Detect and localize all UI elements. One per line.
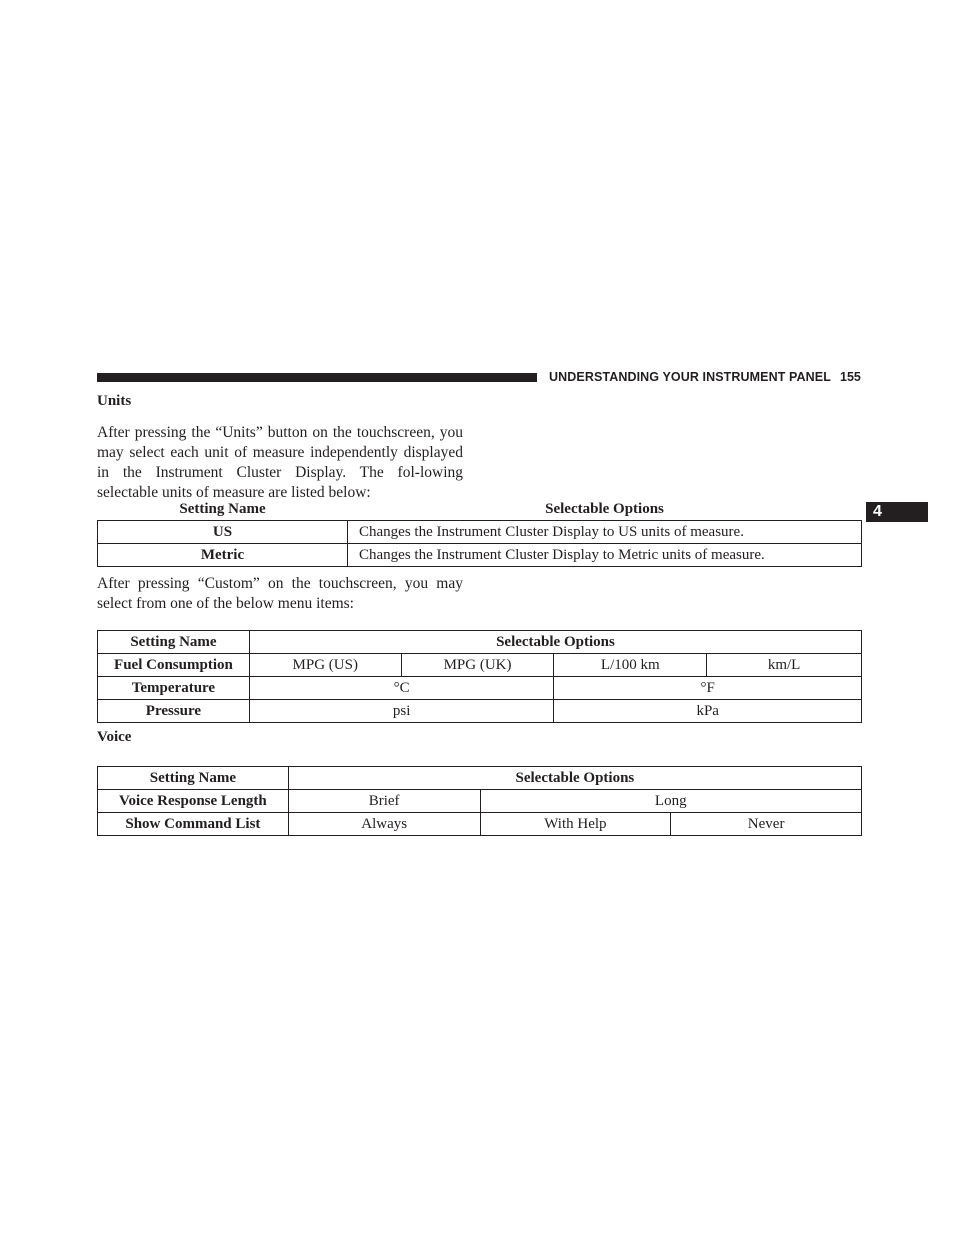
table-row: [98, 813, 862, 836]
table-row: [98, 790, 862, 813]
col-setting-name: Setting Name: [98, 631, 250, 654]
setting-name-command-list: Show Command List: [98, 813, 289, 836]
option-km-l: km/L: [707, 654, 862, 677]
option-brief: Brief: [288, 790, 480, 813]
units-heading: Units: [97, 393, 132, 409]
col-setting-name: Setting Name: [98, 767, 289, 790]
table-row: [98, 544, 862, 567]
option-kpa: kPa: [554, 700, 862, 723]
voice-table: [97, 766, 862, 836]
option-mpg-us: MPG (US): [249, 654, 401, 677]
col-selectable-options: Selectable Options: [545, 500, 664, 517]
option-never: Never: [671, 813, 862, 836]
col-setting-name: Setting Name: [179, 500, 266, 517]
header-rule: [97, 373, 537, 382]
section-title: UNDERSTANDING YOUR INSTRUMENT PANEL: [549, 370, 831, 384]
units-intro: After pressing the “Units” button on the touchscreen, you may select each unit of measure independently displayed in the Instrument Cluster Display. The fol-lowing selectable units of measure are listed below:: [97, 424, 463, 501]
table-row: [98, 677, 862, 700]
table-row: [98, 521, 862, 544]
voice-table-header: [98, 767, 862, 790]
option-always: Always: [288, 813, 480, 836]
option-mpg-uk: MPG (UK): [401, 654, 554, 677]
custom-intro: After pressing “Custom” on the touchscreen, you may select from one of the below menu items:: [97, 575, 463, 612]
option-l-100km: L/100 km: [554, 654, 707, 677]
setting-name-pressure: Pressure: [98, 700, 250, 723]
col-selectable-options: Selectable Options: [249, 631, 861, 654]
voice-heading: Voice: [97, 729, 132, 745]
option-fahrenheit: °F: [554, 677, 862, 700]
setting-name-metric: Metric: [98, 544, 348, 567]
setting-name-fuel: Fuel Consumption: [98, 654, 250, 677]
page-number: 155: [840, 370, 861, 384]
col-selectable-options: Selectable Options: [288, 767, 861, 790]
custom-table: [97, 630, 862, 723]
option-psi: psi: [249, 700, 554, 723]
option-celsius: °C: [249, 677, 554, 700]
table-row: [98, 700, 862, 723]
option-long: Long: [480, 790, 861, 813]
option-metric: Changes the Instrument Cluster Display to Metric units of measure.: [348, 544, 862, 567]
setting-name-voice-response: Voice Response Length: [98, 790, 289, 813]
chapter-tab: 4: [866, 502, 928, 522]
custom-table-header: [98, 631, 862, 654]
units-table-header: [98, 498, 862, 521]
option-us: Changes the Instrument Cluster Display to US units of measure.: [348, 521, 862, 544]
setting-name-temperature: Temperature: [98, 677, 250, 700]
table-row: [98, 654, 862, 677]
option-with-help: With Help: [480, 813, 671, 836]
units-table: [97, 498, 862, 567]
setting-name-us: US: [98, 521, 348, 544]
